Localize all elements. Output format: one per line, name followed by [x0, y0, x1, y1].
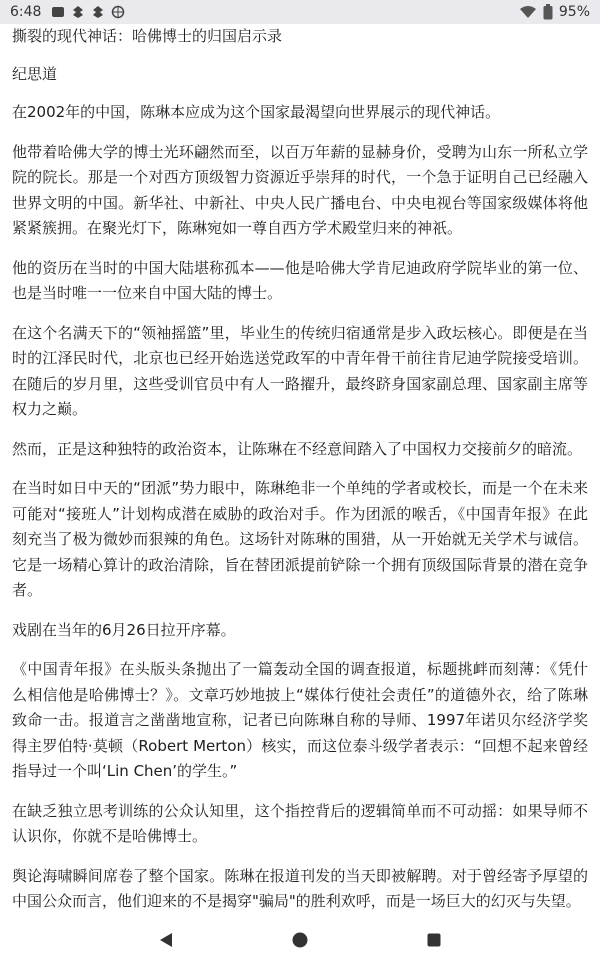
navigation-bar: [0, 920, 600, 960]
article-paragraph: 他的资历在当时的中国大陆堪称孤本——他是哈佛大学肯尼迪政府学院毕业的第一位、也是当时唯一一位来自中国大陆的博士。: [12, 258, 588, 302]
article-title: 撕裂的现代神话：哈佛博士的归国启示录: [12, 27, 283, 45]
recents-square-icon: [426, 932, 442, 948]
wifi-icon: [519, 5, 537, 19]
app-icon: [71, 5, 85, 19]
article-paragraph: 在这个名满天下的“领袖摇篮”里，毕业生的传统归宿通常是步入政坛核心。即便是在当时的江泽民时代，北京也已经开始选送党政军的中青年骨干前往肯尼迪学院接受培训。在随后的岁月里，这些受训官员中有人一路擢升，最终跻身国家副总理、国家副主席等权力之巅。: [12, 323, 588, 418]
globe-icon: [111, 5, 125, 19]
status-bar: [0, 0, 600, 24]
article-paragraph: 在2002年的中国，陈琳本应成为这个国家最渴望向世界展示的现代神话。: [12, 103, 501, 121]
article-content[interactable]: [0, 24, 600, 920]
status-time: 6:48: [10, 4, 42, 20]
home-button[interactable]: [288, 928, 312, 952]
status-right: [519, 4, 590, 20]
article-paragraph: 然而，正是这种独特的政治资本，让陈琳在不经意间踏入了中国权力交接前夕的暗流。: [12, 439, 583, 458]
article-paragraph: 《中国青年报》在头版头条抛出了一篇轰动全国的调查报道，标题挑衅而刻薄：《凭什么相信他是哈佛博士？》。文章巧妙地披上“媒体行使社会责任”的道德外衣，给了陈琳致命一击。报道言之凿凿地宣称，记者已向陈琳自称的导师、1997年诺贝尔经济学奖得主罗伯特·莫顿（Robert Merton）核实，而这位泰斗级学者表示：“回想不起来曾经指导过一个叫‘Lin Chen’的学生。”: [12, 660, 588, 780]
status-left: [10, 4, 125, 20]
article-paragraph: 戏剧在当年的6月26日拉开序幕。: [12, 620, 236, 639]
article-paragraph: 舆论海啸瞬间席卷了整个国家。陈琳在报道刊发的当天即被解聘。对于曾经寄予厚望的中国公众而言，他们迎来的不是揭穿"骗局"的胜利欢呼，而是一场巨大的幻灭与失望。: [12, 866, 588, 910]
article-paragraph: 在当时如日中天的“团派”势力眼中，陈琳绝非一个单纯的学者或校长，而是一个在未来可能对“接班人”计划构成潜在威胁的政治对手。作为团派的喉舌，《中国青年报》在此刻充当了极为微妙而狠辣的角色。这场针对陈琳的围猎，从一开始就无关学术与诚信。它是一场精心算计的政治清除，旨在替团派提前铲除一个拥有顶级国际背景的潜在竞争者。: [12, 479, 588, 599]
app-icon: [91, 5, 105, 19]
home-circle-icon: [291, 931, 309, 949]
article-paragraph: 他带着哈佛大学的博士光环翩然而至，以百万年薪的显赫身价，受聘为山东一所私立学院的院长。那是一个对西方顶级智力资源近乎崇拜的时代，一个急于证明自己已经融入世界文明的中国。新华社、中新社、中央人民广播电台、中央电视台等国家级媒体将他紧紧簇拥。在聚光灯下，陈琳宛如一尊自西方学术殿堂归来的神祇。: [12, 142, 588, 237]
back-triangle-icon: [158, 931, 174, 949]
article-author: 纪思道: [12, 65, 58, 83]
back-button[interactable]: [154, 928, 178, 952]
battery-percent: 95%: [558, 4, 590, 20]
recents-button[interactable]: [422, 928, 446, 952]
article-paragraph: 在缺乏独立思考训练的公众认知里，这个指控背后的逻辑简单而不可动摇：如果导师不认识你，你就不是哈佛博士。: [12, 801, 588, 845]
gmail-icon: [51, 5, 65, 19]
battery-icon: [543, 4, 553, 20]
